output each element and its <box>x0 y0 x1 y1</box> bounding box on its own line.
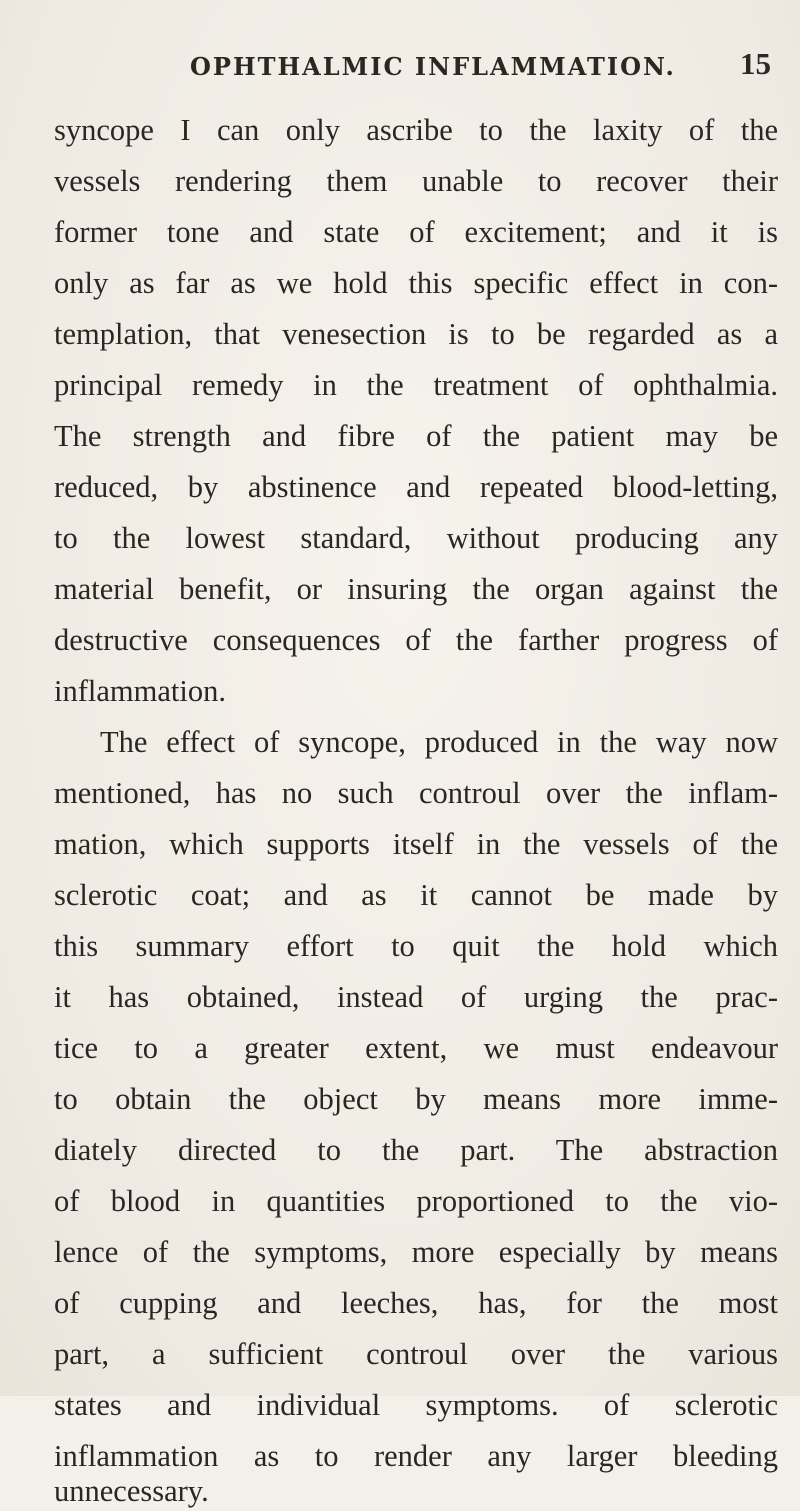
text-line: former tone and state of excitement; and it is <box>54 215 778 249</box>
text-line: inflammation as to render any larger bleeding <box>54 1439 778 1473</box>
text-line: it has obtained, instead of urging the prac- <box>54 980 778 1014</box>
text-line: reduced, by abstinence and repeated blood-letting, <box>54 470 778 504</box>
text-line: unnecessary. <box>54 1474 209 1508</box>
text-line: syncope I can only ascribe to the laxity of the <box>54 113 778 147</box>
text-line: this summary effort to quit the hold which <box>54 929 778 963</box>
text-line: material benefit, or insuring the organ against the <box>54 572 778 606</box>
text-line: The effect of syncope, produced in the way now <box>100 725 778 759</box>
text-line: principal remedy in the treatment of ophthalmia. <box>54 368 778 402</box>
text-line: tice to a greater extent, we must endeavour <box>54 1031 778 1065</box>
text-line: to obtain the object by means more imme- <box>54 1082 778 1116</box>
running-title: OPHTHALMIC INFLAMMATION. <box>190 52 676 81</box>
text-line: to the lowest standard, without producing any <box>54 521 778 555</box>
text-line: of blood in quantities proportioned to the vio- <box>54 1184 778 1218</box>
text-line: states and individual symptoms. of sclerotic <box>54 1388 778 1422</box>
text-line: templation, that venesection is to be regarded as a <box>54 317 778 351</box>
text-line: The strength and fibre of the patient may be <box>54 419 778 453</box>
text-line: inflammation. <box>54 674 226 708</box>
page-number: 15 <box>740 46 771 81</box>
text-line: mentioned, has no such controul over the inflam- <box>54 776 778 810</box>
text-line: mation, which supports itself in the vessels of the <box>54 827 778 861</box>
text-line: diately directed to the part. The abstraction <box>54 1133 778 1167</box>
text-line: vessels rendering them unable to recover their <box>54 164 778 198</box>
text-line: only as far as we hold this specific effect in con- <box>54 266 778 300</box>
text-line: sclerotic coat; and as it cannot be made by <box>54 878 778 912</box>
text-line: destructive consequences of the farther progress of <box>54 623 778 657</box>
text-line: of cupping and leeches, has, for the most <box>54 1286 778 1320</box>
text-line: lence of the symptoms, more especially by means <box>54 1235 778 1269</box>
text-line: part, a sufficient controul over the various <box>54 1337 778 1371</box>
